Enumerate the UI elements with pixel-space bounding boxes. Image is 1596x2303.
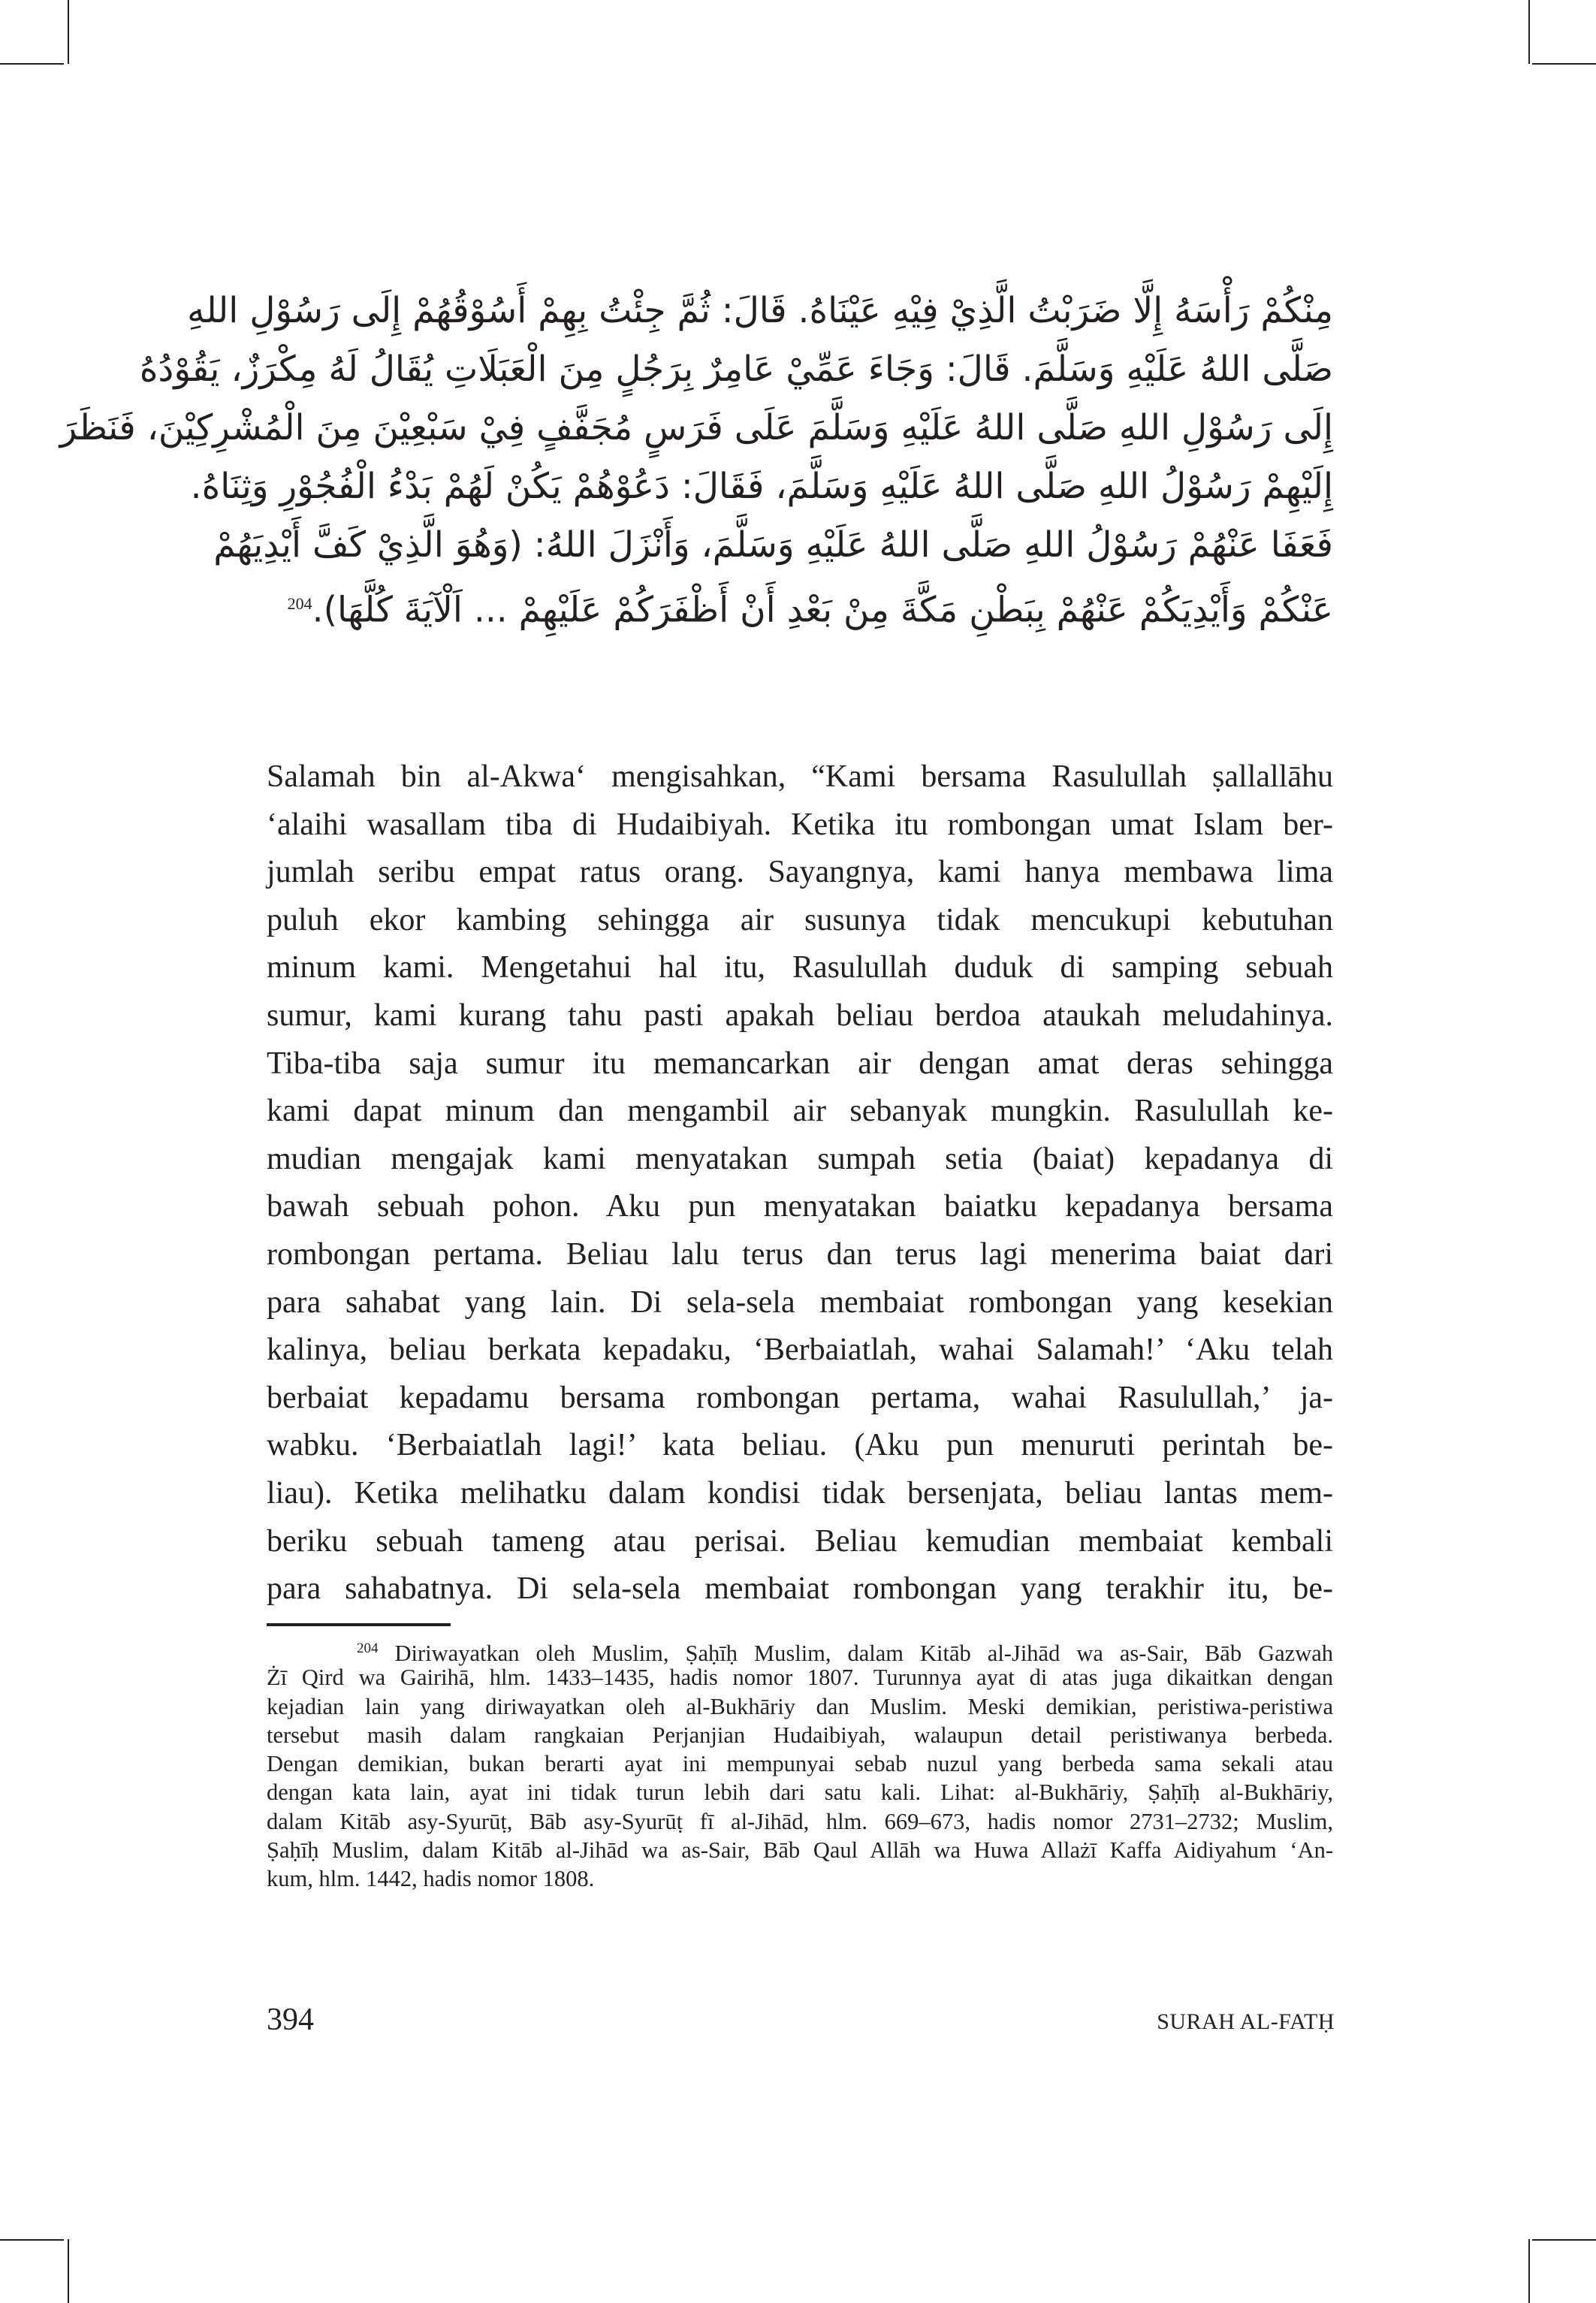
footnote-line: [267, 1634, 1334, 1667]
crop-mark-top-left-vertical: [68, 0, 69, 64]
footnote-line: Ṣaḥīḥ Muslim, dalam Kitāb al-Jihād wa as-Sair, Bāb Qaul Allāh wa Huwa Allażī Kaffa Aidiyahum ‘An-: [267, 1837, 1333, 1864]
crop-mark-bottom-left-vertical: [68, 2239, 69, 2303]
footnote-separator: [267, 1623, 451, 1626]
body-line: puluh ekor kambing sehingga air susunya tidak mencukupi kebutuhan: [267, 902, 1333, 937]
running-title: SURAH AL-FATḤ: [1157, 2009, 1335, 2034]
footnote-line-text: Diriwayatkan oleh Muslim, Ṣaḥīḥ Muslim, dalam Kitāb al-Jihād wa as-Sair, Bāb Gazwah: [394, 1640, 1334, 1667]
arabic-line: إِلَيْهِمْ رَسُوْلُ اللهِ صَلَّى اللهُ عَلَيْهِ وَسَلَّمَ، فَقَالَ: دَعُوْهُمْ يَكُنْ لَهُمْ بَدْءُ الْفُجُوْرِ وَثِنَاهُ.: [190, 466, 1333, 507]
footnote-number: 204: [357, 1640, 379, 1656]
footnote-reference: 204: [287, 594, 312, 613]
body-line: para sahabatnya. Di sela-sela membaiat rombongan yang terakhir itu, be-: [267, 1571, 1333, 1607]
body-line: para sahabat yang lain. Di sela-sela membaiat rombongan yang kesekian: [267, 1284, 1333, 1320]
footnote-line: dengan kata lain, ayat ini tidak turun lebih dari satu kali. Lihat: al-Bukhāriy, Ṣaḥīḥ al-Bukhāriy,: [267, 1779, 1333, 1806]
body-line: bawah sebuah pohon. Aku pun menyatakan baiatku kepadanya bersama: [267, 1189, 1333, 1224]
crop-mark-top-left-horizontal: [0, 63, 64, 65]
body-line: Tiba-tiba saja sumur itu memancarkan air dengan amat deras sehingga: [267, 1046, 1333, 1081]
body-line: wabku. ‘Berbaiatlah lagi!’ kata beliau. (Aku pun menuruti perintah be-: [267, 1428, 1333, 1463]
arabic-line: إِلَى رَسُوْلِ اللهِ صَلَّى اللهُ عَلَيْهِ وَسَلَّمَ عَلَى فَرَسٍ مُجَفَّفٍ فِيْ سَبْعِيْنَ مِنَ الْمُشْرِكِيْنَ، فَنَظَرَ: [59, 407, 1333, 448]
body-paragraph: [267, 753, 1333, 1613]
footnote-line: tersebut masih dalam rangkaian Perjanjian Hudaibiyah, walaupun detail peristiwanya berbeda.: [267, 1722, 1333, 1748]
body-line: jumlah seribu empat ratus orang. Sayangnya, kami hanya membawa lima: [267, 855, 1333, 890]
body-line: ‘alaihi wasallam tiba di Hudaibiyah. Ketika itu rombongan umat Islam ber-: [267, 807, 1333, 842]
crop-mark-top-right-horizontal: [1532, 63, 1596, 65]
footnote-line: dalam Kitāb asy-Syurūṭ, Bāb asy-Syurūṭ fī al-Jihād, hlm. 669–673, hadis nomor 2731–2732; Muslim,: [267, 1808, 1333, 1834]
footnote-line: Żī Qird wa Gairihā, hlm. 1433–1435, hadis nomor 1807. Turunnya ayat di atas juga dikaitkan dengan: [267, 1665, 1333, 1691]
body-line: sumur, kami kurang tahu pasti apakah beliau berdoa ataukah meludahinya.: [267, 998, 1333, 1033]
footnote-204: [267, 1634, 1333, 1894]
crop-mark-bottom-right-horizontal: [1532, 2239, 1596, 2241]
body-line: kami dapat minum dan mengambil air sebanyak mungkin. Rasulullah ke-: [267, 1094, 1333, 1129]
crop-mark-top-right-vertical: [1528, 0, 1530, 64]
arabic-line-text: عَنْكُمْ وَأَيْدِيَكُمْ عَنْهُمْ بِبَطْنِ مَكَّةَ مِنْ بَعْدِ أَنْ أَظْفَرَكُمْ عَلَيْهِمْ ... اَلْآيَةَ كُلَّهَا).: [312, 589, 1333, 631]
body-line: berbaiat kepadamu bersama rombongan pertama, wahai Rasulullah,’ ja-: [267, 1380, 1333, 1415]
arabic-hadith-text: [59, 282, 1333, 633]
body-line: Salamah bin al-Akwa‘ mengisahkan, “Kami bersama Rasulullah ṣallallāhu: [267, 759, 1333, 794]
body-line: liau). Ketika melihatku dalam kondisi tidak bersenjata, beliau lantas mem-: [267, 1475, 1333, 1511]
body-line: kalinya, beliau berkata kepadaku, ‘Berbaiatlah, wahai Salamah!’ ‘Aku telah: [267, 1333, 1333, 1368]
arabic-line: صَلَّى اللهُ عَلَيْهِ وَسَلَّمَ. قَالَ: وَجَاءَ عَمِّيْ عَامِرٌ بِرَجُلٍ مِنَ الْعَبَلَاتِ يُقَالُ لَهُ مِكْرَزٌ، يَقُوْدُهُ: [139, 349, 1333, 390]
page-number: 394: [267, 2003, 314, 2037]
footnote-line: kejadian lain yang diriwayatkan oleh al-Bukhāriy dan Muslim. Meski demikian, peristiwa-peristiwa: [267, 1693, 1333, 1719]
crop-mark-bottom-left-horizontal: [0, 2239, 64, 2241]
body-line: beriku sebuah tameng atau perisai. Beliau kemudian membaiat kembali: [267, 1523, 1333, 1559]
body-line: rombongan pertama. Beliau lalu terus dan terus lagi menerima baiat dari: [267, 1236, 1333, 1272]
arabic-line: فَعَفَا عَنْهُمْ رَسُوْلُ اللهِ صَلَّى اللهُ عَلَيْهِ وَسَلَّمَ، وَأَنْزَلَ اللهُ: (وَهُوَ الَّذِيْ كَفَّ أَيْدِيَهُمْ: [213, 524, 1333, 566]
crop-mark-bottom-right-vertical: [1528, 2239, 1530, 2303]
arabic-line: مِنْكُمْ رَأْسَهُ إِلَّا ضَرَبْتُ الَّذِيْ فِيْهِ عَيْنَاهُ. قَالَ: ثُمَّ جِئْتُ بِهِمْ أَسُوْقُهُمْ إِلَى رَسُوْلِ اللهِ: [187, 290, 1333, 331]
body-line: minum kami. Mengetahui hal itu, Rasulullah duduk di samping sebuah: [267, 950, 1333, 985]
arabic-line-last: [267, 575, 1333, 633]
footnote-line: kum, hlm. 1442, hadis nomor 1808.: [267, 1866, 595, 1892]
footnote-line: Dengan demikian, bukan berarti ayat ini mempunyai sebab nuzul yang berbeda sama sekali atau: [267, 1751, 1333, 1777]
body-line: mudian mengajak kami menyatakan sumpah setia (baiat) kepadanya di: [267, 1141, 1333, 1176]
